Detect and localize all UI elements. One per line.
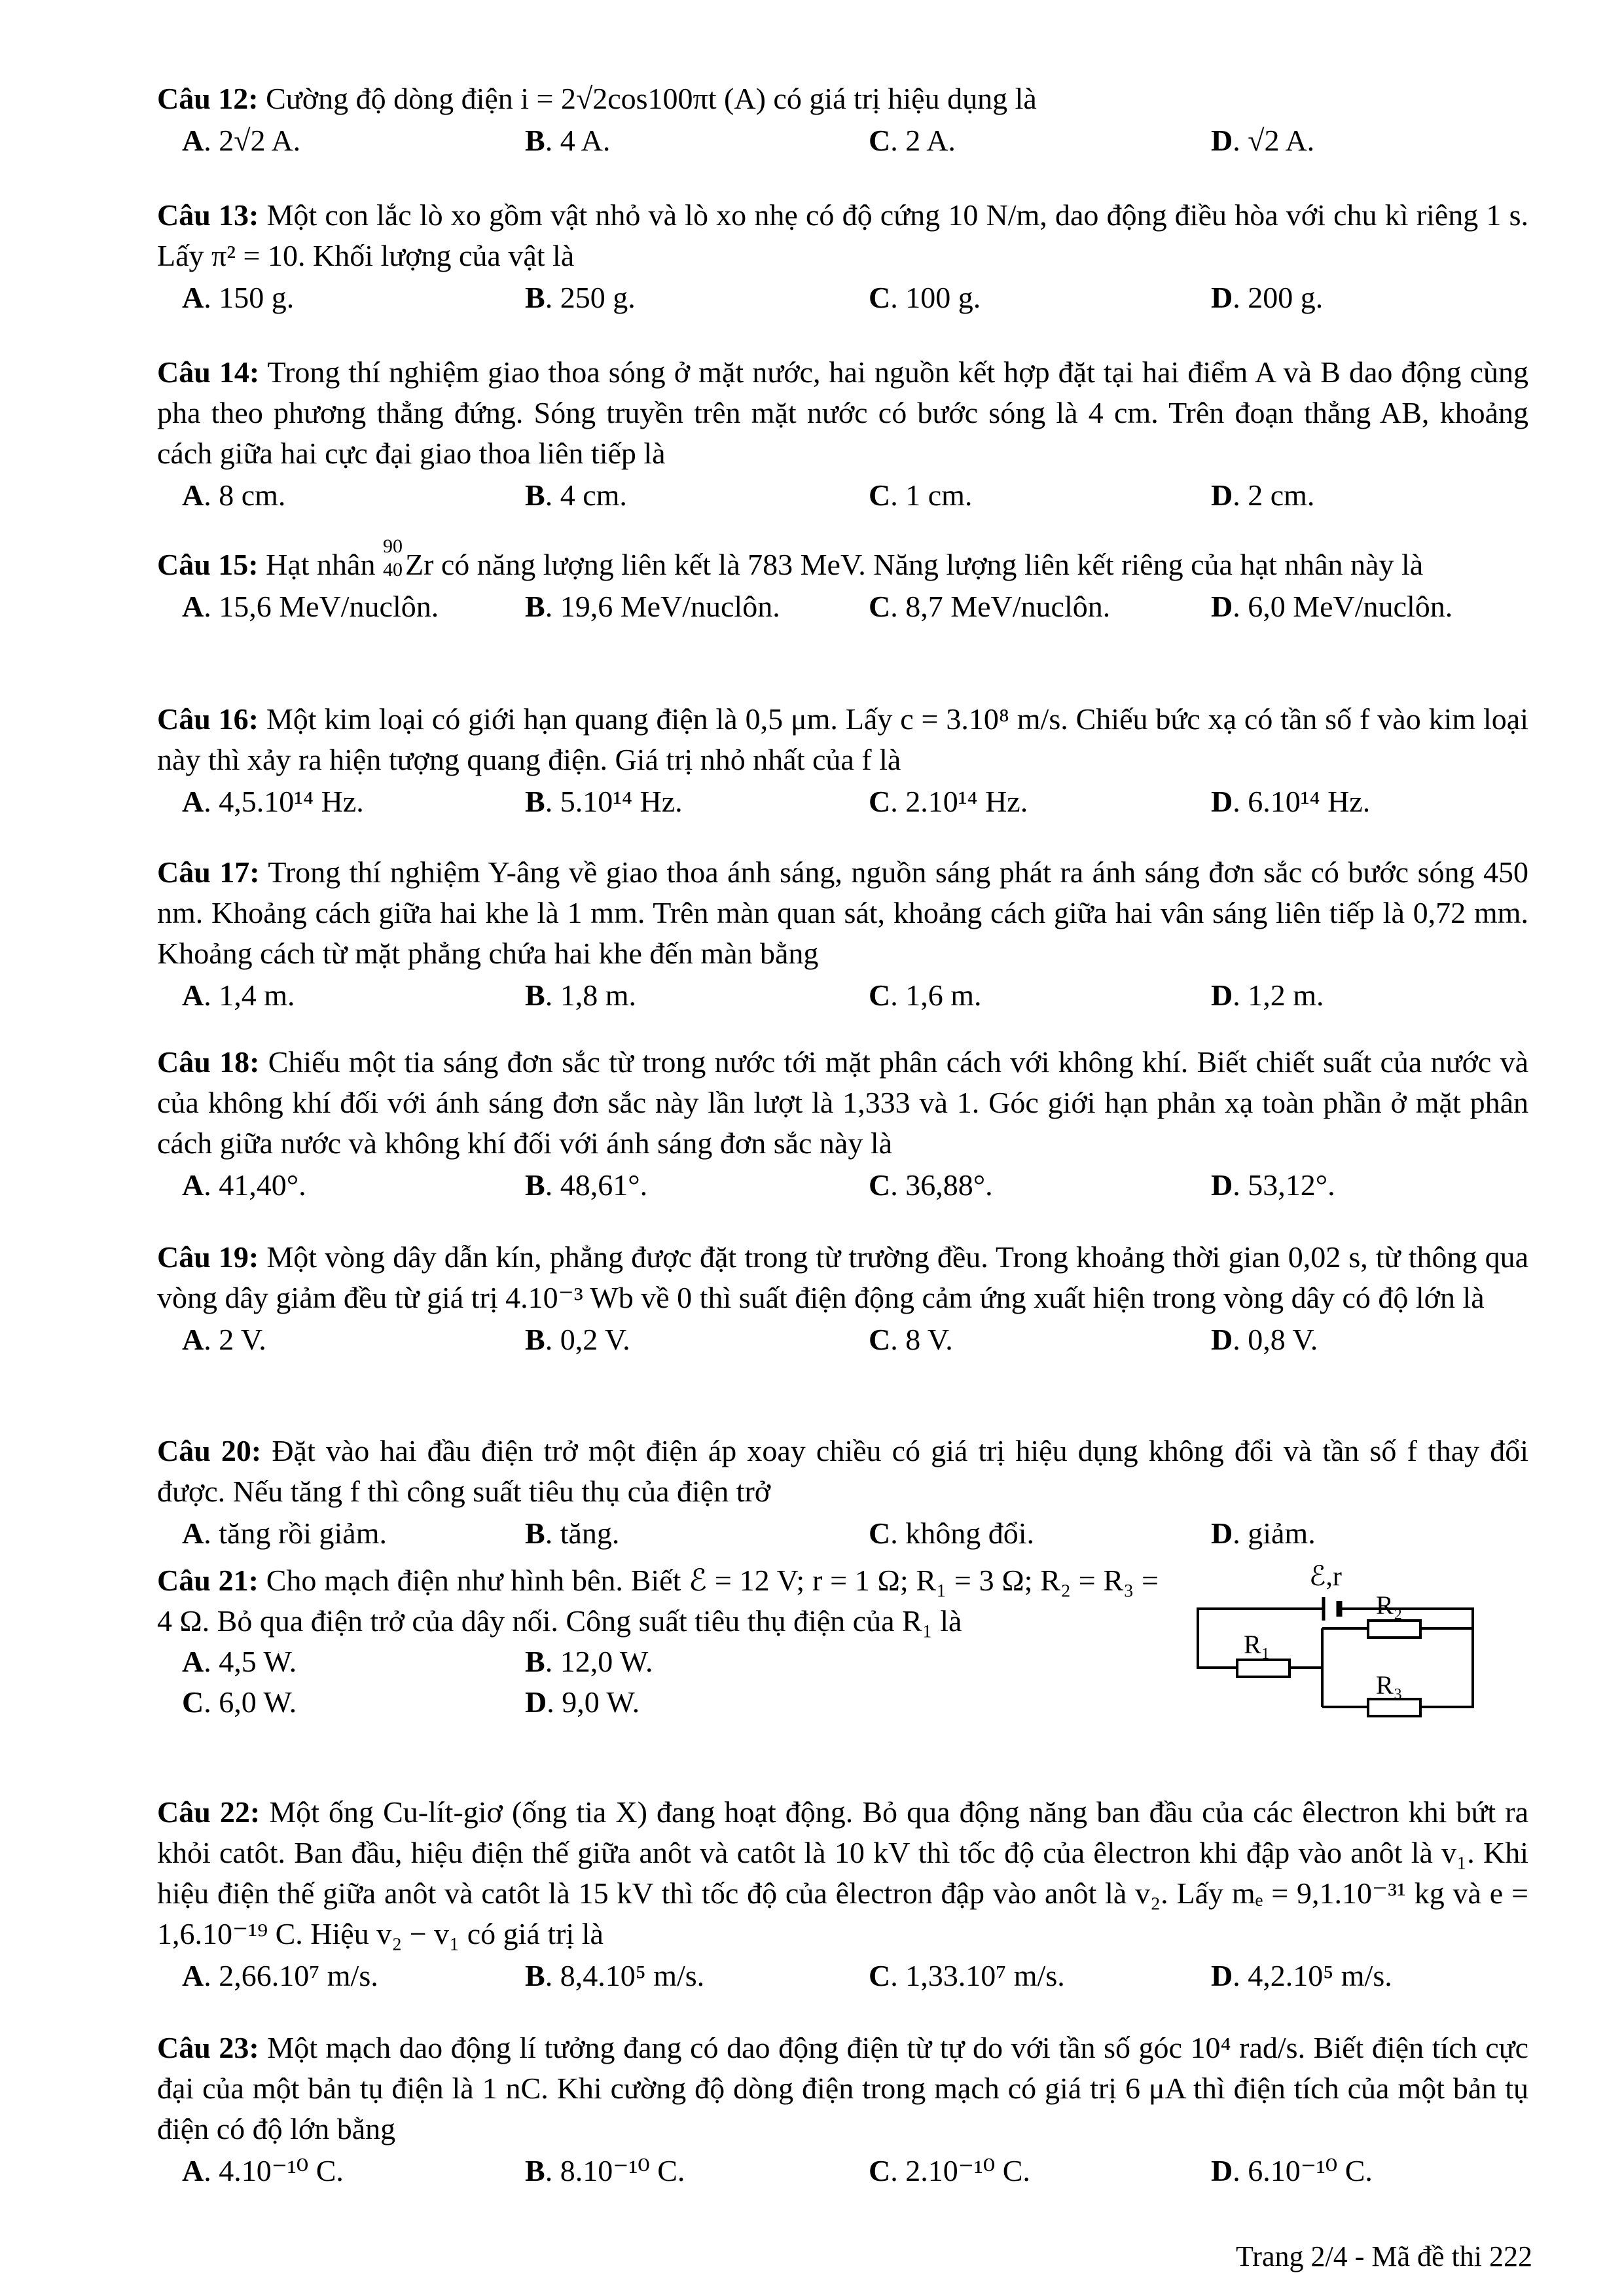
options-row	[157, 586, 1528, 627]
question-stem: Đặt vào hai đầu điện trở một điện áp xoay chiều có giá trị hiệu dụng không đổi và tần số f thay đổi được. Nếu tăng f thì công suất tiêu thụ của điện trở	[157, 1434, 1528, 1508]
option-a[interactable]: A. 41,40°.	[182, 1168, 306, 1202]
question-label: Câu 19:	[157, 1240, 259, 1274]
option-a[interactable]: A. tăng rồi giảm.	[182, 1516, 388, 1550]
question-stem: Trong thí nghiệm Y-âng về giao thoa ánh sáng, nguồn sáng phát ra ánh sáng đơn sắc có bước sóng 450 nm. Khoảng cách giữa hai khe là 1 mm. Trên màn quan sát, khoảng cách giữa hai vân sáng liên tiếp là 0,72 mm. Khoảng cách từ mặt phẳng chứa hai khe đến màn bằng	[157, 855, 1529, 970]
option-b[interactable]: B. 0,2 V.	[525, 1323, 630, 1356]
option-b[interactable]: B. 1,8 m.	[525, 978, 636, 1012]
option-b[interactable]: B. 4 cm.	[525, 478, 627, 512]
option-d[interactable]: D. 9,0 W.	[525, 1685, 640, 1719]
options-row	[157, 278, 1528, 318]
question-stem: Cường độ dòng điện i = 2√2cos100πt (A) có giá trị hiệu dụng là	[266, 82, 1037, 115]
option-d[interactable]: D. giảm.	[1211, 1516, 1316, 1550]
options-row	[157, 781, 1528, 822]
question-15: Câu 15: Hạt nhân 90 40 Zr có năng lượng liên kết là 783 MeV. Năng lượng liên kết riêng của hạt nhân này là A. 15,6 MeV/nuclôn. B. 19,6 MeV/nuclôn. C. 8,7 MeV/nuclôn. D. 6,0 MeV/nuclôn.	[157, 545, 1528, 627]
option-c[interactable]: C. 1,33.10⁷ m/s.	[869, 1959, 1065, 1992]
option-a[interactable]: A. 15,6 MeV/nuclôn.	[182, 590, 439, 623]
options-row	[157, 1513, 1528, 1554]
option-a[interactable]: A. 4,5.10¹⁴ Hz.	[182, 785, 364, 818]
wire-top-left	[1198, 1609, 1322, 1622]
option-b[interactable]: B. 19,6 MeV/nuclôn.	[525, 590, 780, 623]
option-b[interactable]: B. tăng.	[525, 1516, 620, 1550]
page-footer: Trang 2/4 - Mã đề thi 222	[1235, 2240, 1532, 2272]
option-d[interactable]: D. 53,12°.	[1211, 1168, 1335, 1202]
option-c[interactable]: C. không đổi.	[869, 1516, 1035, 1550]
option-c[interactable]: C. 1,6 m.	[869, 978, 982, 1012]
question-label: Câu 17:	[157, 855, 260, 889]
options-row	[157, 1165, 1528, 1206]
options-row	[157, 120, 1528, 161]
options-row	[157, 1956, 1528, 1996]
question-23	[157, 2028, 1528, 2191]
option-a[interactable]: A. 1,4 m.	[182, 978, 295, 1012]
nuclide-symbol: 90 40 Zr	[382, 535, 434, 581]
question-stem: Một vòng dây dẫn kín, phẳng được đặt trong từ trường đều. Trong khoảng thời gian 0,02 s, từ thông qua vòng dây giảm đều từ giá trị 4.10⁻³ Wb về 0 thì suất điện động cảm ứng xuất hiện trong vòng dây có độ lớn là	[157, 1240, 1529, 1314]
option-c[interactable]: C. 36,88°.	[869, 1168, 993, 1202]
option-c[interactable]: C. 8,7 MeV/nuclôn.	[869, 590, 1111, 623]
options-row	[157, 475, 1528, 516]
question-label: Câu 16:	[157, 702, 259, 736]
option-a[interactable]: A. 4,5 W.	[182, 1645, 297, 1678]
question-label: Câu 12:	[157, 82, 259, 115]
options-row	[157, 1319, 1528, 1360]
question-stem: Một kim loại có giới hạn quang điện là 0,5 μm. Lấy c = 3.10⁸ m/s. Chiếu bức xạ có tần số f vào kim loại này thì xảy ra hiện tượng quang điện. Giá trị nhỏ nhất của f là	[157, 702, 1528, 776]
option-d[interactable]: D. 4,2.10⁵ m/s.	[1211, 1959, 1392, 1992]
question-stem: Một ống Cu-lít-giơ (ống tia X) đang hoạt động. Bỏ qua động năng ban đầu của các êlectron khi bứt ra khỏi catôt. Ban đầu, hiệu điện thế giữa anôt và catôt là 10 kV thì tốc độ của êlectron khi đập vào anôt là v₁. Khi hiệu điện thế giữa anôt và catôt là 15 kV thì tốc độ của êlectron đập vào anôt là v₂. Lấy mₑ = 9,1.10⁻³¹ kg và e = 1,6.10⁻¹⁹ C. Hiệu v₂ − v₁ có giá trị là	[157, 1795, 1529, 1950]
resistor-r3	[1368, 1699, 1420, 1716]
question-22	[157, 1792, 1528, 1996]
question-17	[157, 852, 1528, 1016]
question-label: Câu 21:	[157, 1564, 259, 1597]
question-label: Câu 22:	[157, 1795, 261, 1829]
question-label: Câu 15:	[157, 548, 259, 581]
label-source: ℰ,r	[1309, 1563, 1342, 1592]
question-label: Câu 14:	[157, 355, 260, 389]
question-19	[157, 1237, 1528, 1360]
option-b[interactable]: B. 250 g.	[525, 281, 636, 314]
option-b[interactable]: B. 8.10⁻¹⁰ C.	[525, 2154, 685, 2187]
question-label: Câu 13:	[157, 198, 259, 232]
option-b[interactable]: B. 8,4.10⁵ m/s.	[525, 1959, 705, 1992]
label-r3: R₃	[1376, 1670, 1403, 1700]
label-r2: R₂	[1376, 1590, 1403, 1620]
options-row	[157, 975, 1528, 1016]
question-label: Câu 20:	[157, 1434, 262, 1467]
option-d[interactable]: D. 0,8 V.	[1211, 1323, 1318, 1356]
question-stem: Một con lắc lò xo gồm vật nhỏ và lò xo nhẹ có độ cứng 10 N/m, dao động điều hòa với chu kì riêng 1 s. Lấy π² = 10. Khối lượng của vật là	[157, 198, 1529, 272]
resistor-r1	[1237, 1660, 1290, 1677]
option-a[interactable]: A. 150 g.	[182, 281, 295, 314]
options-row	[157, 2151, 1528, 2191]
wire-left	[1198, 1622, 1237, 1668]
question-stem: Một mạch dao động lí tưởng đang có dao động điện từ tự do với tần số góc 10⁴ rad/s. Biết điện tích cực đại của một bản tụ điện là 1 nC. Khi cường độ dòng điện trong mạch có giá trị 6 μA thì điện tích của một bản tụ điện có độ lớn bằng	[157, 2031, 1529, 2145]
option-b[interactable]: B. 5.10¹⁴ Hz.	[525, 785, 683, 818]
option-a[interactable]: A. 2√2 A.	[182, 124, 301, 157]
option-d[interactable]: D. 200 g.	[1211, 281, 1324, 314]
option-a[interactable]: A. 4.10⁻¹⁰ C.	[182, 2154, 344, 2187]
question-stem: Chiếu một tia sáng đơn sắc từ trong nước tới mặt phân cách với không khí. Biết chiết suất của nước và của không khí đối với ánh sáng đơn sắc này lần lượt là 1,333 và 1. Góc giới hạn phản xạ toàn phần ở mặt phân cách giữa nước và không khí đối với ánh sáng đơn sắc này là	[157, 1045, 1529, 1160]
option-d[interactable]: D. 6.10¹⁴ Hz.	[1211, 785, 1371, 818]
option-c[interactable]: C. 2 A.	[869, 124, 956, 157]
option-b[interactable]: B. 4 A.	[525, 124, 611, 157]
option-c[interactable]: C. 8 V.	[869, 1323, 953, 1356]
question-20	[157, 1431, 1528, 1554]
option-d[interactable]: D. 1,2 m.	[1211, 978, 1324, 1012]
question-12	[157, 79, 1528, 161]
circuit-diagram	[1185, 1563, 1512, 1759]
option-b[interactable]: B. 12,0 W.	[525, 1645, 653, 1678]
option-c[interactable]: C. 1 cm.	[869, 478, 973, 512]
option-d[interactable]: D. 6,0 MeV/nuclôn.	[1211, 590, 1453, 623]
question-16	[157, 699, 1528, 822]
question-14	[157, 352, 1528, 516]
question-18	[157, 1042, 1528, 1206]
option-d[interactable]: D. √2 A.	[1211, 124, 1315, 157]
question-stem: Trong thí nghiệm giao thoa sóng ở mặt nước, hai nguồn kết hợp đặt tại hai điểm A và B dao động cùng pha theo phương thẳng đứng. Sóng truyền trên mặt nước có bước sóng là 4 cm. Trên đoạn thẳng AB, khoảng cách giữa hai cực đại giao thoa liên tiếp là	[157, 355, 1529, 470]
option-d[interactable]: D. 6.10⁻¹⁰ C.	[1211, 2154, 1373, 2187]
option-b[interactable]: B. 48,61°.	[525, 1168, 648, 1202]
option-d[interactable]: D. 2 cm.	[1211, 478, 1315, 512]
option-a[interactable]: A. 8 cm.	[182, 478, 286, 512]
option-c[interactable]: C. 2.10¹⁴ Hz.	[869, 785, 1028, 818]
option-c[interactable]: C. 2.10⁻¹⁰ C.	[869, 2154, 1030, 2187]
option-c[interactable]: C. 100 g.	[869, 281, 981, 314]
question-label: Câu 18:	[157, 1045, 260, 1079]
option-c[interactable]: C. 6,0 W.	[182, 1685, 297, 1719]
question-label: Câu 23:	[157, 2031, 259, 2064]
option-a[interactable]: A. 2 V.	[182, 1323, 266, 1356]
resistor-r2	[1368, 1621, 1420, 1638]
option-a[interactable]: A. 2,66.10⁷ m/s.	[182, 1959, 378, 1992]
question-13	[157, 195, 1528, 318]
label-r1: R₁	[1244, 1630, 1271, 1659]
question-stem: Cho mạch điện như hình bên. Biết ℰ = 12 V; r = 1 Ω; R₁ = 3 Ω; R₂ = R₃ = 4 Ω. Bỏ qua điện trở của dây nối. Công suất tiêu thụ điện của R₁ là	[157, 1564, 1159, 1638]
